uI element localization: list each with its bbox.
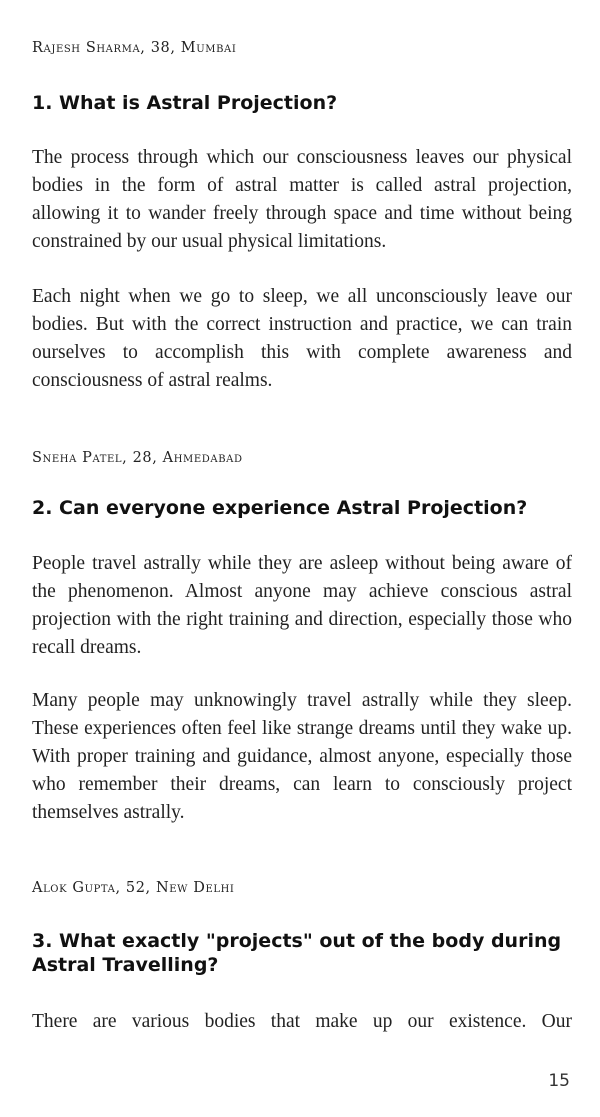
byline: Alok Gupta, 52, New Delhi [32,880,235,896]
question-heading: 3. What exactly "projects" out of the body during Astral Travelling? [32,930,562,976]
byline: Rajesh Sharma, 38, Mumbai [32,40,237,56]
answer-paragraph: There are various bodies that make up our existence. Our [32,1011,572,1032]
question-heading: 1. What is Astral Projection? [32,92,338,114]
answer-paragraph: Each night when we go to sleep, we all unconsciously leave our bodies. But with the correct instruction and practice, we can train ourselves to accomplish this with complete awareness and consciousness of astral realms. [32,286,572,391]
byline: Sneha Patel, 28, Ahmedabad [32,450,243,466]
page-number: 15 [548,1071,570,1091]
answer-paragraph: The process through which our consciousness leaves our physical bodies in the form of astral matter is called astral projection, allowing it to wander freely through space and time without being constrained by our usual physical limitations. [32,147,572,252]
question-heading: 2. Can everyone experience Astral Projection? [32,497,528,519]
answer-paragraph: Many people may unknowingly travel astrally while they sleep. These experiences often feel like strange dreams until they wake up. With proper training and guidance, almost anyone, especially those who remember their dreams, can learn to consciously project themselves astrally. [32,690,572,823]
answer-paragraph: People travel astrally while they are asleep without being aware of the phenomenon. Almost anyone may achieve conscious astral projection with the right training and direction, especially those who recall dreams. [32,553,572,658]
